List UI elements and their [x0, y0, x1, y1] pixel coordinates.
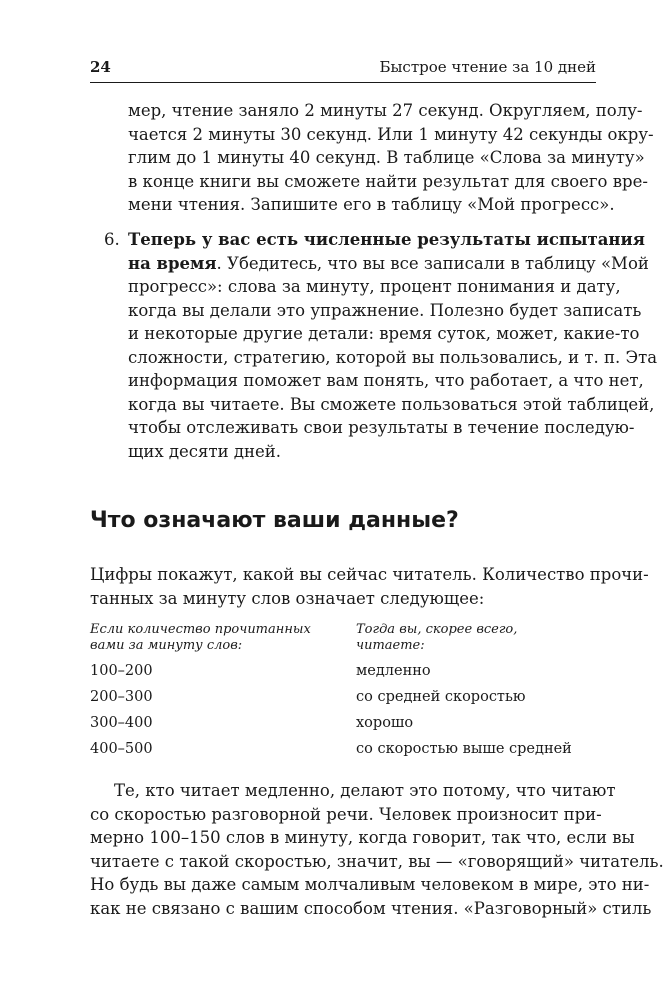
text-line: глим до 1 минуты 40 секунд. В таблице «Слова за минуту»	[128, 148, 645, 167]
text-line: и некоторые другие детали: время суток, может, какие-то	[128, 324, 640, 343]
text-line: информация поможет вам понять, что работает, а что нет,	[128, 371, 644, 390]
table-row	[90, 712, 596, 734]
header-text: вами за минуту слов:	[90, 638, 243, 653]
text-line: чтобы отслеживать свои результаты в течение последую-	[128, 418, 635, 437]
header-text: Если количество прочитанных	[90, 622, 311, 637]
text-line: мерно 100–150 слов в минуту, когда говорит, так что, если вы	[90, 828, 635, 847]
text-line	[128, 252, 649, 276]
table-header-result	[356, 622, 517, 654]
text-line: щих десяти дней.	[128, 441, 281, 461]
intro-paragraph	[90, 563, 649, 610]
closing-paragraph	[90, 779, 664, 920]
text-line: со скоростью разговорной речи. Человек произносит при-	[90, 804, 602, 824]
running-header	[90, 57, 596, 81]
header-text: Тогда вы, скорее всего,	[356, 622, 518, 637]
section-heading: Что означают ваши данные?	[90, 508, 459, 533]
text-line: прогресс»: слова за минуту, процент понимания и дату,	[128, 277, 621, 296]
text-line: как не связано с вашим способом чтения. «Разговорный» стиль	[90, 898, 652, 918]
text-line: Но будь вы даже самым молчаливым человеком в мире, это ни-	[90, 875, 650, 894]
text-line: чается 2 минуты 30 секунд. Или 1 минуту 42 секунды окру-	[128, 124, 654, 144]
table-row	[90, 660, 596, 682]
list-marker: 6.	[104, 230, 120, 249]
text-line: когда вы делали это упражнение. Полезно будет записать	[128, 300, 642, 320]
text-line: мер, чтение заняло 2 минуты 27 секунд. Округляем, полу-	[128, 101, 643, 120]
text-line: когда вы читаете. Вы сможете пользоваться этой таблицей,	[128, 394, 655, 414]
bold-lead-line: Теперь у вас есть численные результаты испытания	[128, 230, 645, 249]
table-row	[90, 738, 596, 760]
result-cell: хорошо	[356, 715, 414, 731]
text-line: Те, кто читает медленно, делают это потому, что читают	[114, 781, 616, 800]
result-cell: медленно	[356, 663, 431, 679]
range-cell: 100–200	[90, 663, 153, 679]
range-cell: 200–300	[90, 689, 153, 705]
bold-lead-end: на время	[128, 253, 217, 273]
result-cell: со скоростью выше средней	[356, 741, 572, 757]
result-cell: со средней скоростью	[356, 689, 526, 705]
page-number: 24	[90, 58, 111, 76]
text-line: Цифры покажут, какой вы сейчас читатель. Количество прочи-	[90, 565, 649, 584]
table-row	[90, 686, 596, 708]
running-title: Быстрое чтение за 10 дней	[379, 58, 596, 76]
text-line: читаете с такой скоростью, значит, вы — «говорящий» читатель.	[90, 851, 664, 871]
table-header-words	[90, 622, 311, 654]
text-line: в конце книги вы сможете найти результат для своего вре-	[128, 171, 648, 191]
header-divider	[90, 82, 596, 83]
text-line: сложности, стратегию, которой вы пользовались, и т. п. Эта	[128, 347, 658, 367]
text-segment: . Убедитесь, что вы все записали в таблицу «Мой	[216, 253, 649, 273]
list-item-text	[128, 228, 658, 463]
list-item-5-continuation	[128, 99, 654, 217]
text-line: мени чтения. Запишите его в таблицу «Мой прогресс».	[128, 195, 615, 214]
text-line: танных за минуту слов означает следующее:	[90, 588, 485, 608]
header-text: читаете:	[356, 638, 425, 653]
range-cell: 300–400	[90, 715, 153, 731]
range-cell: 400–500	[90, 741, 153, 757]
